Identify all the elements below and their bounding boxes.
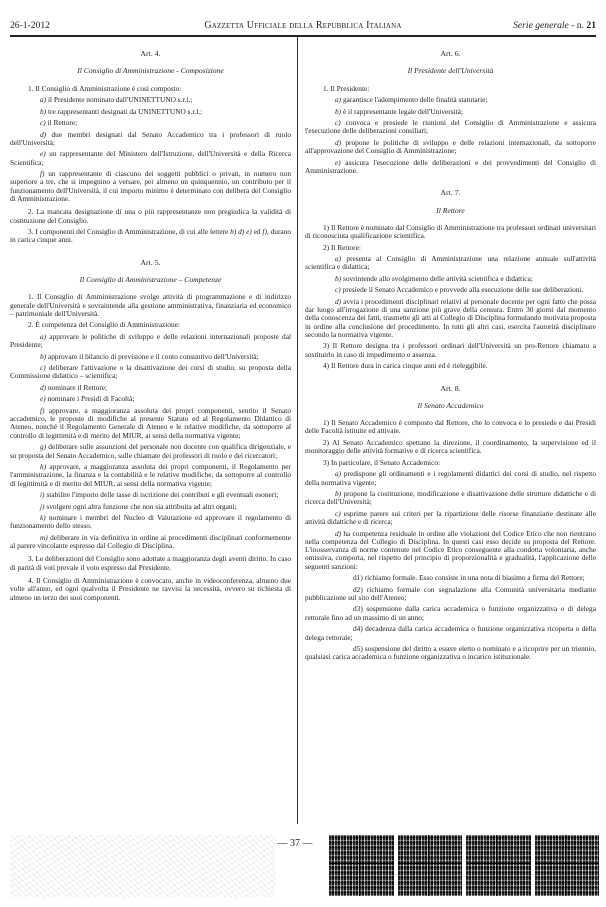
item-text: avvia i procedimenti disciplinari relativi al personale docente per ogni fatto che possa dar luogo all'irrogazione di una sanzione più grave della censura. Entro 30 giorni dal momento della conoscenza dei fatti, trasmette gli atti al Collegio di Disciplina formulando motivata proposta in ordine alla conclusione del procedimento. In tutti gli altri casi, esercita l'autorità disciplinare secondo la normativa vigente.	[305, 296, 596, 339]
list-item	[305, 530, 596, 571]
datamatrix-code	[466, 835, 531, 896]
article-heading: Art. 6.	[440, 49, 461, 58]
paragraph: 3) In particolare, il Senato Accademico:	[323, 457, 441, 467]
item-text: deliberare sulle assunzioni del personale non docente con qualifica dirigenziale, e su proposta del Senato Accademico, sulle chiamate dei professori di ruolo e dei ricercatori;	[10, 442, 291, 460]
item-text: approvare il bilancio di previsione e il conto consuntivo dell'Università;	[46, 351, 259, 361]
list-item	[305, 275, 596, 283]
item-list	[305, 470, 596, 571]
paragraph: 1. Il Consiglio di Amministrazione è così composto:	[28, 83, 182, 93]
paragraph: 3) Il Rettore designa tra i professori ordinari dell'Università un pro-Rettore chiamato a sostituirlo in caso di impedimento o assenza.	[305, 341, 596, 359]
page-header	[10, 20, 596, 34]
item-mark: j)	[40, 501, 45, 511]
item-text: tre rappresentanti designati da UNINETTUNO s.r.l.;	[46, 106, 203, 116]
item-text: propone le politiche di sviluppo e delle relazioni internazionali, da sottoporre all'approvazione del Consiglio di Amministrazione;	[305, 137, 596, 156]
item-mark: a)	[335, 95, 342, 105]
item-text: propone la costituzione, modificazione e disattivazione delle strutture didattiche e di ricerca dell'Università;	[305, 488, 596, 507]
list-item	[10, 333, 291, 350]
item-text: predispone gli ordinamenti e i regolamenti didattici dei corsi di studio, nel rispetto della normativa vigente;	[305, 469, 596, 487]
item-text: esprime parere sui criteri per la ripartizione delle risorse finanziarie destinate alle attività didattiche e di ricerca;	[305, 508, 596, 527]
article-subtitle: Il Consiglio di Amministrazione - Composizione	[77, 66, 224, 76]
item-mark: m)	[40, 532, 48, 542]
item-mark: d)	[40, 129, 47, 139]
item-text: assicura l'esecuzione delle deliberazioni e dei provvedimenti del Consiglio di Amministrazione.	[305, 157, 596, 175]
paragraph: 3. Le deliberazioni del Consiglio sono adottate a maggioranza degli aventi diritto. In caso di parità di voti prevale il voto espresso dal Presidente.	[10, 554, 291, 572]
list-item	[305, 108, 596, 116]
item-list	[305, 96, 596, 175]
list-item	[305, 159, 596, 176]
datamatrix-code	[398, 835, 463, 896]
list-item	[10, 150, 291, 167]
list-item	[10, 96, 291, 104]
item-text: deliberare in via definitiva in ordine ai procedimenti disciplinari conformemente al parere vincolante espresso dal Collegio di Disciplina.	[10, 532, 291, 551]
item-mark: e)	[40, 394, 46, 404]
item-mark: d)	[335, 296, 342, 306]
item-mark: c)	[40, 363, 46, 373]
item-mark: b)	[335, 273, 342, 283]
list-item	[305, 139, 596, 156]
list-item	[10, 407, 291, 440]
item-text: sovrintende allo svolgimento delle attività scientifica e didattica;	[341, 273, 533, 283]
item-mark: f)	[262, 227, 267, 237]
item-text: nominare il Rettore;	[46, 382, 108, 392]
header-rule	[10, 35, 596, 37]
text: 3. I componenti del Consiglio di Amministrazione, di cui alle lettere	[28, 227, 231, 237]
paragraph: 2) Il Rettore:	[323, 242, 361, 252]
item-list	[10, 333, 291, 551]
list-item	[10, 443, 291, 460]
article-heading: Art. 8.	[440, 383, 461, 393]
item-text: il Presidente nominato dall'UNINETTUNO s.r.l.;	[46, 95, 193, 105]
list-item	[10, 119, 291, 127]
item-mark: g)	[40, 442, 47, 452]
item-text: presenta al Consiglio di Amministrazione una relazione annuale sull'attività scientifica e didattica;	[305, 254, 596, 272]
paragraph: 1. Il Consiglio di Amministrazione svolge attività di programmazione e di indirizzo generale dell'Università e sovraintende alla gestione amministrativa, finanziaria ed economico – patrimoniale dell'Università.	[10, 292, 291, 318]
item-text: approvare, a maggioranza assoluta dei propri componenti, il Regolamento per l'amministrazione, la finanza e la contabilità e le relative modifiche, da sottoporre al controllo di legittimità e di merito del MIUR, ai sensi della normativa vigente;	[10, 461, 291, 488]
page-number: — 37 —	[277, 838, 313, 849]
barcode-strip	[329, 835, 599, 897]
item-text: ha competenza residuale in ordine alle violazioni del Codice Etico che non rientrano nella competenza del Collegio di Disciplina. In questi casi esso decide su proposta del Rettore. L'inosservanza di norme contenute nel Codice Etico conseguente alla condotta volontaria, anche omissiva, comporta, nel rispetto del principio di proporzionalità e gradualità, l'applicazione delle seguenti sanzioni:	[305, 528, 596, 571]
item-mark: c)	[335, 285, 341, 295]
header-title: Gazzetta Ufficiale della Repubblica Italiana	[204, 20, 402, 31]
item-mark: a)	[335, 469, 342, 479]
serie-label: Serie generale	[513, 20, 569, 31]
left-column	[10, 44, 291, 605]
sanction-item: d3) sospensione dalla carica accademica o funzione organizzativa o di delega rettorale fino ad un massimo di un anno;	[305, 604, 596, 622]
list-item	[10, 353, 291, 361]
item-text: un rappresentante del Ministero dell'Istruzione, dell'Università e della Ricerca Scientifica;	[10, 149, 291, 167]
item-text: convoca e presiede le riunioni del Consiglio di Amministrazione e assicura l'esecuzione delle deliberazioni consiliari;	[305, 118, 596, 136]
item-text: nominare i membri del Nucleo di Valutazione ed approvare il regolamento di funzionamento dello stesso.	[10, 513, 291, 531]
item-list	[10, 96, 291, 203]
item-mark: a)	[40, 331, 47, 341]
item-text: garantisce l'adempimento delle finalità statutarie;	[341, 95, 488, 105]
list-item	[305, 286, 596, 294]
item-mark: e)	[40, 149, 46, 159]
article-subtitle: Il Senato Accademico	[417, 400, 484, 410]
article-heading: Art. 5.	[140, 257, 161, 267]
item-text: è il rappresentante legale dell'Università;	[341, 106, 463, 116]
item-text: il Rettore;	[45, 118, 78, 128]
list-item	[305, 298, 596, 339]
list-item	[10, 514, 291, 531]
item-text: stabilire l'importo delle tasse di iscrizione dei contributi e gli eventuali esoneri;	[44, 490, 279, 500]
list-item	[305, 96, 596, 104]
item-mark: k)	[40, 513, 46, 523]
item-mark: c)	[335, 118, 341, 128]
header-serie	[513, 20, 596, 31]
item-text: presiede il Senato Accademico e provvede alla esecuzione delle sue deliberazioni.	[340, 285, 584, 295]
item-mark: b)	[335, 488, 342, 498]
item-mark: e)	[335, 157, 341, 167]
item-mark: f)	[40, 169, 45, 179]
item-mark: f)	[40, 405, 45, 415]
article-subtitle: Il Rettore	[436, 205, 465, 215]
list-item	[305, 510, 596, 527]
item-mark: d)	[335, 137, 342, 147]
article-subtitle: Il Consiglio di Amministrazione – Competenze	[79, 274, 222, 284]
paragraph: 2) Al Senato Accademico spettano la direzione, il coordinamento, la supervisione ed il monitoraggio delle attività formative e di ricerca scientifica.	[305, 437, 596, 456]
list-item	[10, 395, 291, 403]
item-text: deliberare l'attivazione o la disattivazione dei corsi di studio, su proposta della Commissione didattico – scientifica;	[10, 363, 291, 381]
scan-noise	[10, 835, 275, 897]
serie-number: 21	[586, 20, 596, 31]
list-item	[10, 534, 291, 551]
item-mark: a)	[335, 254, 342, 264]
text: ed	[251, 227, 263, 237]
list-item	[10, 491, 291, 499]
article-heading: Art. 4.	[140, 49, 161, 58]
list-item	[10, 364, 291, 381]
item-mark: b)	[335, 106, 342, 116]
list-item	[305, 470, 596, 487]
item-mark: d)	[335, 528, 342, 538]
sanction-item: d2) richiamo formale con segnalazione alla Comunità universitaria mediante pubblicazione sul sito dell'Ateneo;	[305, 584, 596, 602]
paragraph: 1) Il Senato Accademico è composto dal Rettore, che lo convoca e lo presiede e dai Presidi delle Facoltà istituite ed attivate.	[305, 418, 596, 436]
list-item	[10, 170, 291, 203]
item-mark: a)	[40, 95, 47, 105]
item-mark: i)	[40, 490, 45, 500]
item-mark: b)	[40, 351, 47, 361]
article-heading: Art. 7.	[440, 188, 461, 198]
item-text: un rappresentante di ciascuno dei soggetti pubblici o privati, in numero non superiore a tre, che si impegnino a versare, per almeno un quinquennio, un contributo per il funzionamento dell'Università, il cui importo minimo è determinato con delibera del Consiglio di Amministrazione.	[10, 169, 291, 203]
article-subtitle: Il Presidente dell'Università	[407, 66, 494, 76]
item-text: approvare le politiche di sviluppo e delle relazioni internazionali proposte dal Presidente;	[10, 331, 291, 350]
serie-sep: - n.	[568, 20, 587, 31]
list-item	[10, 131, 291, 148]
item-text: nominare i Presidi di Facoltà;	[45, 394, 135, 404]
datamatrix-code	[535, 835, 600, 896]
list-item	[10, 503, 291, 511]
datamatrix-code	[329, 835, 394, 896]
text: , durano in carica cinque anni.	[10, 227, 291, 245]
paragraph: 1. Il Presidente:	[323, 83, 370, 93]
list-item	[10, 108, 291, 116]
sanction-item: d1) richiamo formale. Esso consiste in una nota di biasimo a firma del Rettore;	[353, 573, 585, 583]
item-mark: d)	[40, 382, 47, 392]
paragraph	[10, 228, 291, 245]
column-divider	[297, 37, 298, 824]
paragraph: 2. È competenza del Consiglio di Amministrazione:	[28, 320, 180, 330]
list-item	[305, 490, 596, 507]
item-text: svolgere ogni altra funzione che non sia attribuita ad altri organi;	[44, 501, 237, 511]
paragraph: 4. Il Consiglio di Amministrazione è convocato, anche in videoconferenza, almeno due volte all'anno, ed ogni qualvolta il Presidente ne ravvisi la necessità, ovvero su richiesta di almeno un terzo dei suoi componenti.	[10, 576, 291, 602]
item-text: due membri designati dal Senato Accademico tra i professori di ruolo dell'Università;	[10, 129, 291, 147]
item-mark: c)	[335, 508, 341, 518]
item-mark: h)	[40, 461, 47, 471]
item-marks: b) d) e)	[230, 227, 252, 237]
list-item	[305, 255, 596, 272]
header-date: 26-1-2012	[10, 20, 50, 31]
paragraph: 4) Il Rettore dura in carica cinque anni ed è rieleggibile.	[323, 361, 488, 371]
item-mark: c)	[40, 118, 46, 128]
right-column	[305, 44, 596, 665]
item-list	[305, 255, 596, 339]
sanction-item: d4) decadenza dalla carica accademica o funzione organizzativa ricoperta o della delega rettorale;	[305, 624, 596, 642]
list-item	[305, 119, 596, 136]
list-item	[10, 463, 291, 488]
list-item	[10, 384, 291, 392]
paragraph: 1) Il Rettore è nominato dal Consiglio di Amministrazione tra professori ordinari universitari di riconosciuta qualificazione scientifica.	[305, 222, 596, 241]
paragraph: 2. La mancata designazione di una o più rappresentanze non pregiudica la validità di costituzione del Consiglio.	[10, 207, 291, 225]
item-mark: b)	[40, 106, 47, 116]
sanction-item: d5) sospensione del diritto a essere eletto o nominato e a ricoprire per un triennio, qualsiasi carica accademica o funzione organizzativa o incarico istituzionale.	[305, 644, 596, 662]
item-text: approvare, a maggioranza assoluta dei propri componenti, sentito il Senato accademico, le proposte di modifiche al presente Statuto ed al Regolamento Didattico di Ateneo, nonché il Regolamento Generale di Ateneo e le relative modifiche, da sottoporre al controllo di legittimità e di merito del MIUR, ai sensi della normativa vigente;	[10, 405, 291, 440]
sanction-list	[305, 574, 596, 661]
